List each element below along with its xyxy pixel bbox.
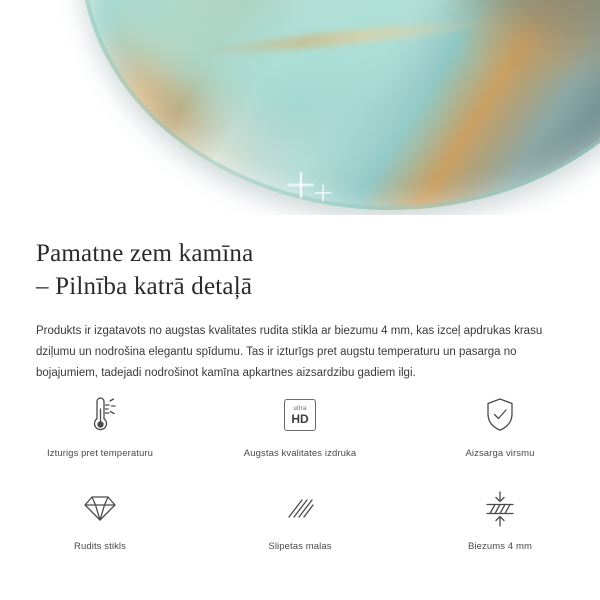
feature-label: Aizsarga virsmu: [465, 448, 535, 459]
feature-label: Rudits stikls: [74, 541, 126, 552]
diamond-icon: [82, 485, 118, 531]
polished-edges-icon: [282, 485, 318, 531]
headline-line-2: – Pilnība katrā detaļā: [36, 273, 253, 300]
feature-item-temperature: [0, 392, 200, 459]
ultra-hd-badge-bottom: HD: [291, 411, 309, 426]
sparkle-icon: [322, 185, 323, 202]
description-paragraph: Produkts ir izgatavots no augstas kvalitates rudita stikla ar biezumu 4 mm, kas izceļ apdrukas krasu dziļumu un nodrošina elegantu spīdumu. Tas ir izturīgs pret augstu temperaturu un pasarga no bojajumiem, tadejadi nodrošinot kamīna apkartnes aizsardzibu gadiem ilgi.: [36, 325, 543, 379]
thermometer-icon: [83, 392, 117, 438]
feature-label: Biezums 4 mm: [467, 541, 533, 552]
marble-glass-plate-image: [80, 0, 600, 210]
text-content: [0, 215, 600, 384]
feature-label: Augstas kvalitates izdruka: [243, 448, 357, 459]
ultra-hd-icon: [284, 392, 316, 438]
thickness-icon: [482, 485, 518, 531]
feature-item-thickness: [400, 485, 600, 552]
shield-check-icon: [483, 392, 517, 438]
feature-item-surface-protection: [400, 392, 600, 459]
feature-label: Slipetas malas: [268, 541, 332, 552]
feature-item-tempered-glass: [0, 485, 200, 552]
glass-edge-highlight: [80, 0, 600, 210]
ultra-hd-badge-top: ultra: [293, 405, 307, 412]
feature-item-polished-edges: [200, 485, 400, 552]
page-title: [0, 215, 600, 303]
feature-item-print-quality: [200, 392, 400, 459]
feature-label: Izturigs pret temperaturu: [47, 448, 153, 459]
feature-grid: [0, 392, 600, 552]
sparkle-icon: [300, 172, 302, 198]
headline-line-1: Pamatne zem kamīna: [36, 240, 254, 267]
hero-image: [0, 0, 600, 215]
